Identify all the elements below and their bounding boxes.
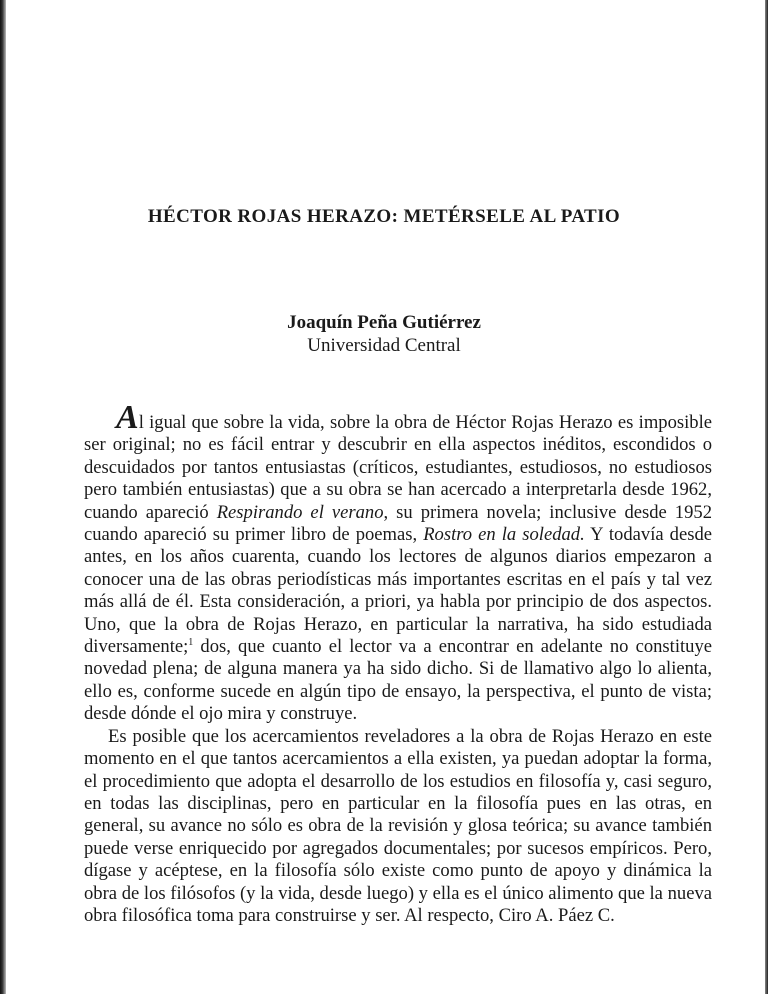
article-title: HÉCTOR ROJAS HERAZO: METÉRSELE AL PATIO <box>147 206 621 227</box>
article-body <box>84 399 712 927</box>
p1-text-3: Y todavía desde antes, en los años cuarenta, cuando los lectores de algunos diarios empezaron a conocer una de las obras periodísticas más importantes escritas en el país y tal vez más allá de él. Esta consideración, a priori, ya habla por principio de dos aspectos. Uno, que la obra de Rojas Herazo, en particular la narrativa, ha sido estudiada diversamente; <box>84 524 712 658</box>
book-title-respirando: Respirando el verano <box>216 501 384 523</box>
p1-text-2: , su primera novela; inclusive desde 1952 cuando apareció su primer libro de poemas, <box>84 501 712 546</box>
paragraph-1 <box>84 399 712 726</box>
paragraph-2: Es posible que los acercamientos reveladores a la obra de Rojas Herazo en este momento en el que tantos acercamientos a ella existen, ya puedan adoptar la forma, el procedimiento que adopta el desarrollo de los estudios en filosofía y, casi seguro, en todas las disciplinas, pero en particular en la filosofía pues en las otras, en general, su avance no sólo es obra de la revisión y glosa teórica; su avance también puede verse enriquecido por agregados documentales; por sucesos empíricos. Pero, dígase y acéptese, en la filosofía sólo existe como punto de apoyo y dinámica la obra de los filósofos (y la vida, desde luego) y ella es el único alimento que la nueva obra filosófica toma para construirse y ser. Al respecto, Ciro A. Páez C. <box>84 725 712 926</box>
book-title-rostro: Rostro en la soledad. <box>423 524 585 546</box>
p1-text-1: l igual que sobre la vida, sobre la obra de Héctor Rojas Herazo es imposible ser original; no es fácil entrar y descubrir en ella aspectos inéditos, escondidos o descuidados por tantos entusiastas (críticos, estudiantes, estudiosos, no estudiosos pero también entusiastas) que a su obra se han acercado a interpretarla desde 1962, cuando apareció <box>84 412 712 523</box>
author-affiliation: Universidad Central <box>307 335 461 356</box>
author-name: Joaquín Peña Gutiérrez <box>287 312 481 333</box>
p1-text-4: dos, que cuanto el lector va a encontrar en adelante no constituye novedad plena; de alguna manera ya ha sido dicho. Si de llamativo algo lo alienta, ello es, conforme sucede en algún tipo de ensayo, la perspectiva, el punto de vista; desde dónde el ojo mira y construye. <box>84 636 712 725</box>
drop-cap: A <box>116 399 139 436</box>
scan-left-edge <box>0 0 6 994</box>
footnote-marker: 1 <box>188 636 194 648</box>
